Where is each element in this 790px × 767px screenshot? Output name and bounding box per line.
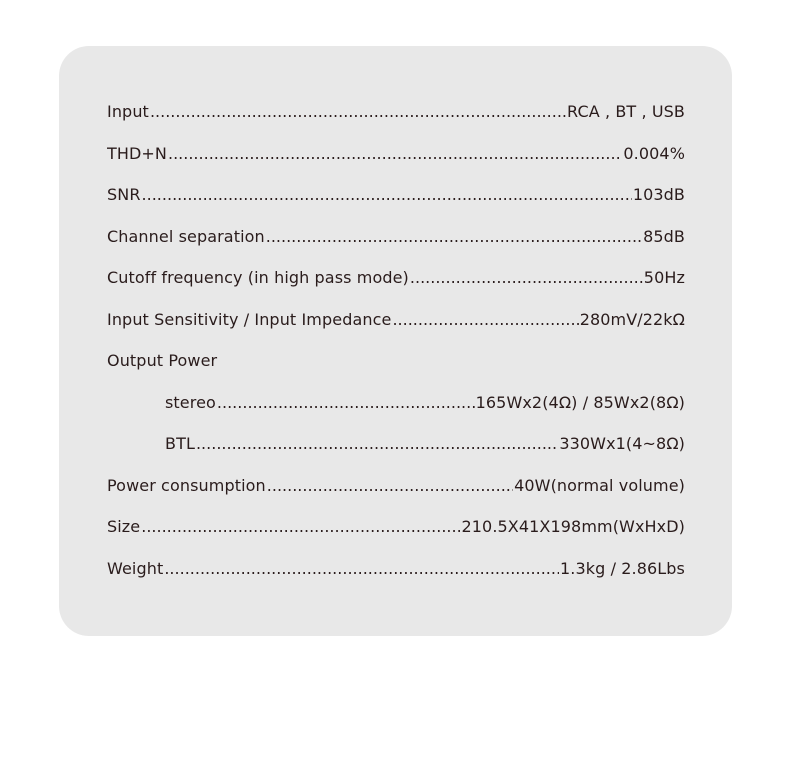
spec-value: 280mV/22kΩ bbox=[579, 309, 685, 329]
spec-label: Power consumption bbox=[107, 475, 266, 495]
dot-leader bbox=[196, 434, 558, 453]
spec-row-cutoff-frequency bbox=[107, 257, 685, 299]
dot-leader bbox=[410, 268, 643, 287]
spec-row-input-sensitivity bbox=[107, 299, 685, 341]
spec-row-snr bbox=[107, 174, 685, 216]
dot-leader bbox=[267, 476, 513, 495]
spec-section-heading: Output Power bbox=[107, 351, 218, 371]
spec-value: 210.5X41X198mm(WxHxD) bbox=[461, 517, 685, 537]
spec-value: 50Hz bbox=[643, 268, 685, 288]
dot-leader bbox=[392, 310, 578, 329]
spec-label: SNR bbox=[107, 185, 141, 205]
spec-label: BTL bbox=[165, 434, 195, 454]
spec-value: 165Wx2(4Ω) / 85Wx2(8Ω) bbox=[475, 392, 685, 412]
specifications-list bbox=[107, 91, 685, 589]
dot-leader bbox=[266, 227, 642, 246]
spec-value: 1.3kg / 2.86Lbs bbox=[560, 558, 685, 578]
spec-label: THD+N bbox=[107, 143, 167, 163]
spec-label: Input bbox=[107, 102, 149, 122]
spec-row-weight bbox=[107, 548, 685, 590]
spec-label: Size bbox=[107, 517, 141, 537]
spec-value: RCA , BT , USB bbox=[567, 102, 685, 122]
spec-row-size bbox=[107, 506, 685, 548]
spec-row-input bbox=[107, 91, 685, 133]
spec-row-stereo bbox=[107, 382, 685, 424]
spec-value: 40W(normal volume) bbox=[514, 475, 685, 495]
spec-label: Cutoff frequency (in high pass mode) bbox=[107, 268, 409, 288]
spec-label: Channel separation bbox=[107, 226, 265, 246]
specifications-card bbox=[59, 46, 732, 636]
dot-leader bbox=[217, 393, 475, 412]
spec-row-btl bbox=[107, 423, 685, 465]
spec-row-thd-n bbox=[107, 133, 685, 175]
spec-row-channel-separation bbox=[107, 216, 685, 258]
dot-leader bbox=[164, 559, 559, 578]
spec-value: 103dB bbox=[632, 185, 685, 205]
dot-leader bbox=[150, 102, 566, 121]
spec-heading-output-power bbox=[107, 340, 685, 382]
spec-value: 330Wx1(4~8Ω) bbox=[559, 434, 685, 454]
spec-label: Weight bbox=[107, 558, 164, 578]
spec-row-power-consumption bbox=[107, 465, 685, 507]
spec-value: 85dB bbox=[643, 226, 685, 246]
spec-label: Input Sensitivity / Input Impedance bbox=[107, 309, 392, 329]
spec-label: stereo bbox=[165, 392, 216, 412]
dot-leader bbox=[142, 185, 632, 204]
dot-leader bbox=[168, 144, 622, 163]
spec-value: 0.004% bbox=[623, 143, 685, 163]
dot-leader bbox=[141, 517, 460, 536]
